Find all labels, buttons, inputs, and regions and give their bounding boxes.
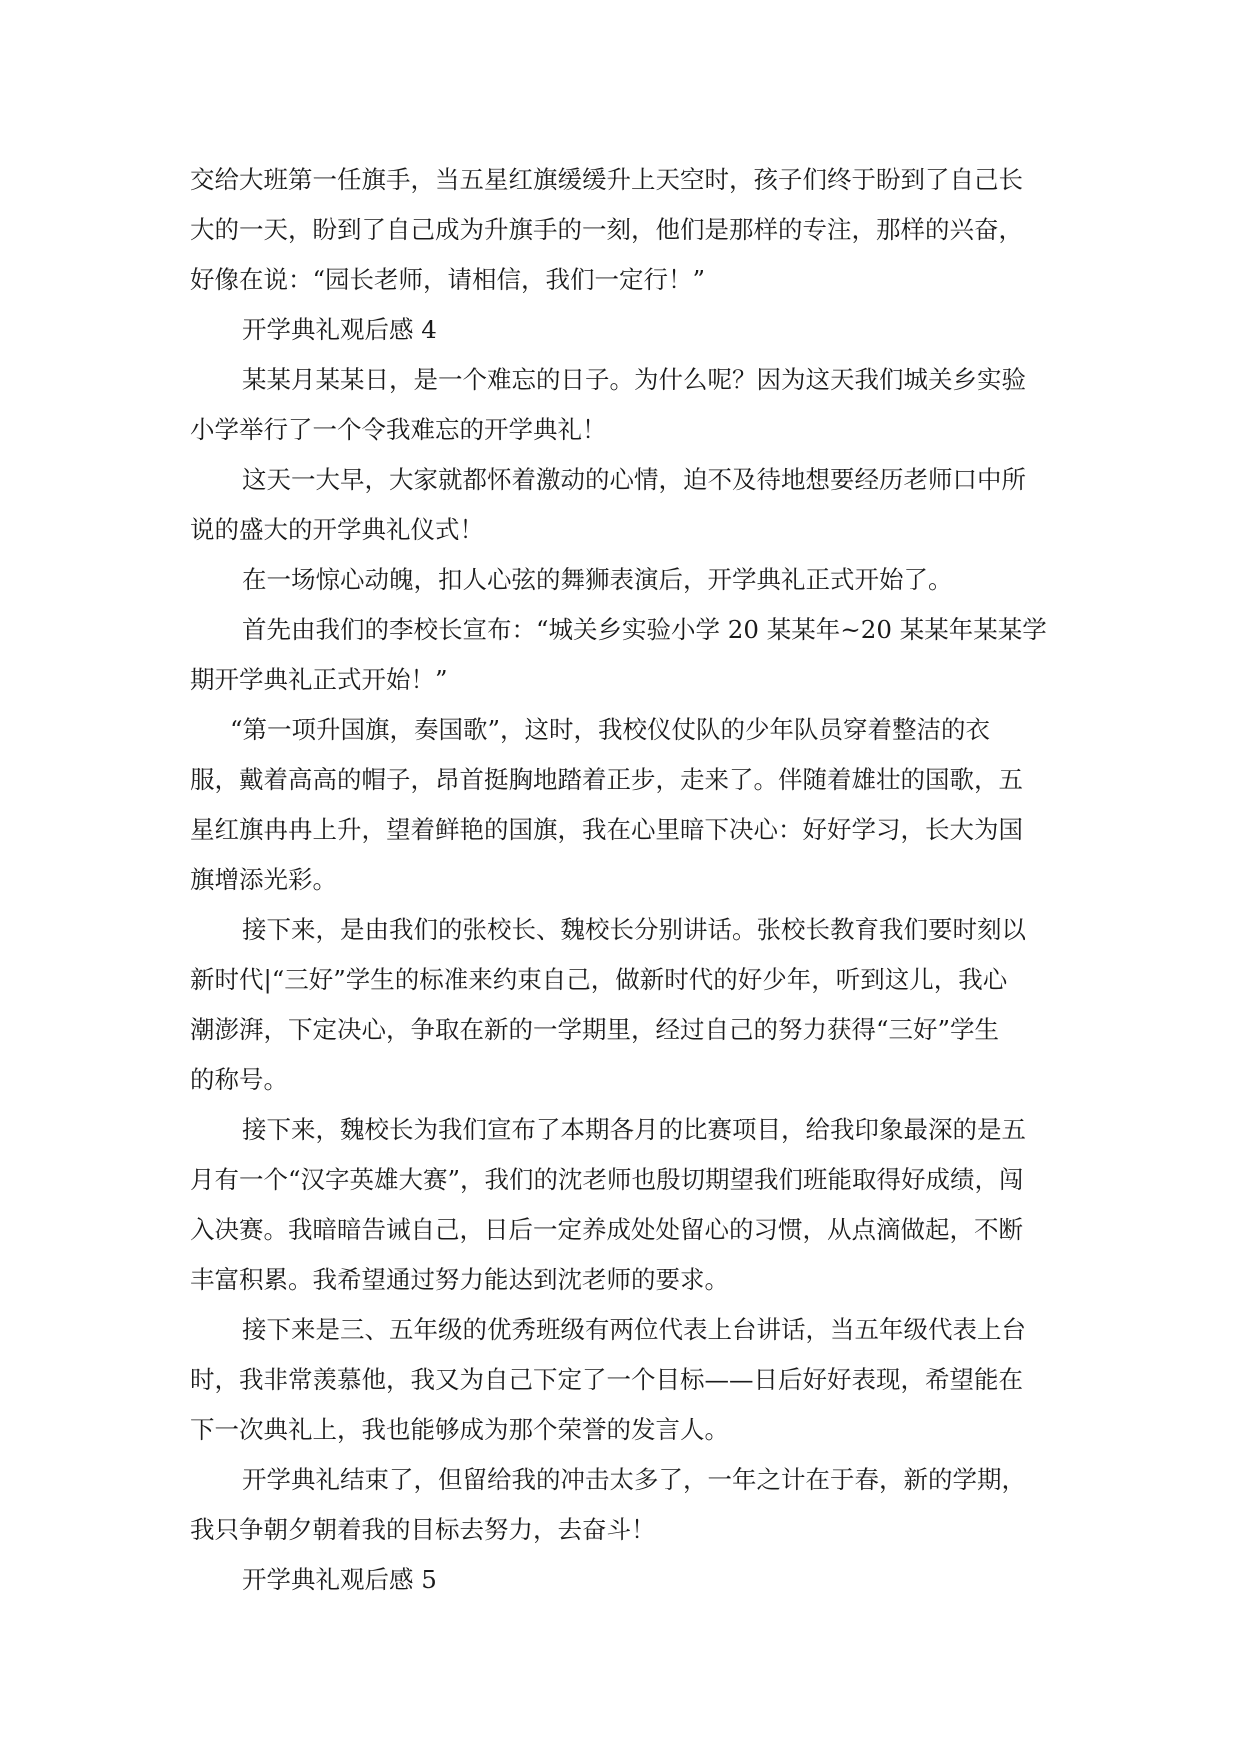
section-heading-5 [190,1555,1050,1605]
text-line: 新时代|“三好”学生的标准来约束自己，做新时代的好少年，听到这儿，我心 [190,965,1008,994]
text-line: 星红旗冉冉上升，望着鲜艳的国旗，我在心里暗下决心：好好学习，长大为国 [190,815,1023,844]
text-line: 小学举行了一个令我难忘的开学典礼！ [190,415,607,444]
text-line: 的称号。 [190,1065,288,1094]
text-line: “第一项升国旗，奏国歌”，这时，我校仪仗队的少年队员穿着整洁的衣 [230,715,991,744]
text-line: 服，戴着高高的帽子，昂首挺胸地踏着正步，走来了。伴随着雄壮的国歌，五 [190,765,1023,794]
paragraph [190,605,1050,705]
paragraph [190,705,1050,905]
document-body [190,155,1050,1605]
text-line: 开学典礼结束了，但留给我的冲击太多了，一年之计在于春，新的学期， [242,1465,1026,1494]
paragraph [190,455,1050,555]
paragraph [190,1305,1050,1455]
text-line: 这天一大早，大家就都怀着激动的心情，迫不及待地想要经历老师口中所 [242,465,1026,494]
text-line: 大的一天，盼到了自己成为升旗手的一刻，他们是那样的专注，那样的兴奋， [190,215,1023,244]
text-line: 期开学典礼正式开始！” [190,665,448,694]
section-heading-4 [190,305,1050,355]
paragraph-continuation [190,155,1050,305]
text-line: 某某月某某日，是一个难忘的日子。为什么呢？因为这天我们城关乡实验 [242,365,1026,394]
text-line: 接下来，是由我们的张校长、魏校长分别讲话。张校长教育我们要时刻以 [242,915,1026,944]
heading-text: 开学典礼观后感 5 [242,1565,437,1594]
text-line: 首先由我们的李校长宣布：“城关乡实验小学 20 某某年~20 某某年某某学 [242,615,1047,644]
text-line: 月有一个“汉字英雄大赛”，我们的沈老师也殷切期望我们班能取得好成绩，闯 [190,1165,1024,1194]
paragraph [190,1455,1050,1555]
text-line: 我只争朝夕朝着我的目标去努力，去奋斗！ [190,1515,656,1544]
text-line: 接下来，魏校长为我们宣布了本期各月的比赛项目，给我印象最深的是五 [242,1115,1026,1144]
text-line: 接下来是三、五年级的优秀班级有两位代表上台讲话，当五年级代表上台 [242,1315,1026,1344]
paragraph [190,1105,1050,1305]
text-line: 时，我非常羡慕他，我又为自己下定了一个目标——日后好好表现，希望能在 [190,1365,1023,1394]
paragraph [190,555,1050,605]
paragraph [190,355,1050,455]
text-line: 在一场惊心动魄，扣人心弦的舞狮表演后，开学典礼正式开始了。 [242,565,953,594]
text-line: 说的盛大的开学典礼仪式！ [190,515,484,544]
text-line: 丰富积累。我希望通过努力能达到沈老师的要求。 [190,1265,729,1294]
text-line: 旗增添光彩。 [190,865,337,894]
text-line: 交给大班第一任旗手，当五星红旗缓缓升上天空时，孩子们终于盼到了自己长 [190,165,1023,194]
text-line: 好像在说：“园长老师，请相信，我们一定行！” [190,265,706,294]
heading-text: 开学典礼观后感 4 [242,315,437,344]
text-line: 潮澎湃，下定决心，争取在新的一学期里，经过自己的努力获得“三好”学生 [190,1015,1000,1044]
text-line: 下一次典礼上，我也能够成为那个荣誉的发言人。 [190,1415,729,1444]
text-line: 入决赛。我暗暗告诫自己，日后一定养成处处留心的习惯，从点滴做起，不断 [190,1215,1023,1244]
paragraph [190,905,1050,1105]
